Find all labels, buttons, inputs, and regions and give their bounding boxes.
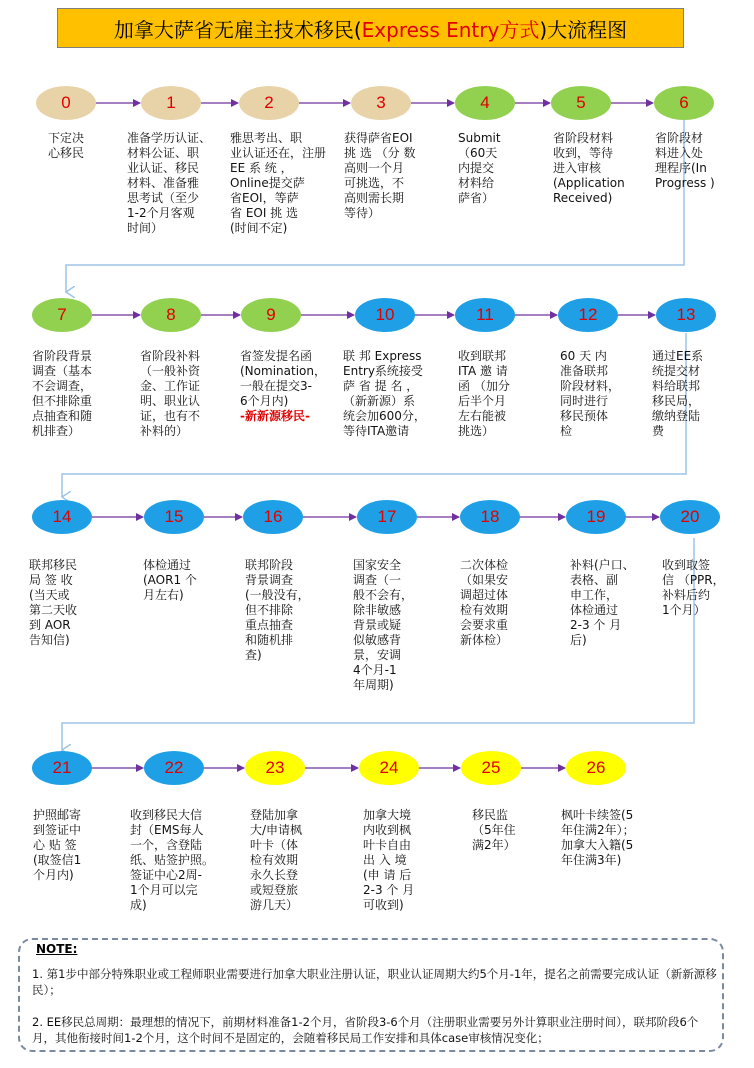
step-3-description <box>344 131 415 221</box>
step-3-text: 获得萨省EOI 挑 选 （分 数 高则一个月 可挑选，不 高则需长期 等待） <box>344 131 416 220</box>
step-22-text: 收到移民大信 封（EMS每人 一个，含登陆 纸、贴签护照。 签证中心2周- 1个月可以完 成) <box>130 808 215 912</box>
step-4-description <box>458 131 501 206</box>
title-prefix: 加拿大萨省无雇主技术移民( <box>113 17 362 42</box>
step-0-node: 0 <box>36 86 96 120</box>
step-7-description <box>32 349 92 439</box>
step-10-description <box>343 349 426 439</box>
step-1-text: 准备学历认证、 材料公证、职 业认证、移民 材料、准备雅 思考试（至少 1-2个月客观 时间） <box>127 131 212 235</box>
step-20-node: 20 <box>660 500 720 534</box>
step-9-highlight-note: -新新源移民- <box>240 409 310 423</box>
step-4-text: Submit （60天 内提交 材料给 萨省） <box>458 131 501 205</box>
step-5-text: 省阶段材料 收到，等待 进入审核 (Application Received) <box>553 131 625 205</box>
step-26-node: 26 <box>566 751 626 785</box>
step-25-text: 移民监 （5年住 满2年） <box>472 808 516 852</box>
title-suffix: )大流程图 <box>539 17 628 42</box>
step-9-description <box>240 349 326 424</box>
step-17-node: 17 <box>357 500 417 534</box>
step-6-text: 省阶段材 料进入处 理程序(In Progress ) <box>655 131 715 190</box>
step-10-text: 联 邦 Express Entry系统接受 萨 省 提 名 ， （新新源）系 统会加600分， 等待ITA邀请 <box>343 349 426 438</box>
step-14-text: 联邦移民 局 签 收 (当天或 第二天收 到 AOR 告知信) <box>29 558 78 647</box>
note-box <box>18 938 724 1052</box>
step-25-node: 25 <box>461 751 521 785</box>
step-19-text: 补料(户口、 表格、副 申工作， 体检通过 2-3 个 月 后) <box>570 558 635 647</box>
step-20-description <box>662 558 725 618</box>
step-0-text: 下定决 心移民 <box>48 131 85 160</box>
step-26-description <box>561 808 635 868</box>
step-6-node: 6 <box>654 86 714 120</box>
step-12-description <box>560 349 620 439</box>
step-2-description <box>230 131 326 236</box>
step-9-node: 9 <box>241 298 301 332</box>
step-2-node: 2 <box>239 86 299 120</box>
step-13-description <box>652 349 703 439</box>
step-9-text: 省签发提名函 (Nomination， 一般在提交3- 6个月内) <box>240 349 326 408</box>
step-11-text: 收到联邦 ITA 邀 请 函 （加分 后半个月 左右能被 挑选） <box>458 349 510 438</box>
step-15-text: 体检通过 (AOR1 个 月左右) <box>143 558 197 602</box>
step-21-node: 21 <box>32 751 92 785</box>
step-24-description <box>363 808 414 913</box>
step-23-node: 23 <box>245 751 305 785</box>
note-paragraph-1: 1. 第1步中部分特殊职业或工程师职业需要进行加拿大职业注册认证，职业认证周期大约5个月-1年，提名之前需要完成认证（新新源移民）； <box>32 967 717 997</box>
step-16-text: 联邦阶段 背景调查 (一般没有， 但不排除 重点抽查 和随机排 查) <box>245 558 310 662</box>
note-title: NOTE: <box>36 942 78 956</box>
step-13-text: 通过EE系 统提交材 料给联邦 移民局， 缴纳登陆 费 <box>652 349 704 438</box>
step-22-description <box>130 808 214 913</box>
step-23-text: 登陆加拿 大/申请枫 叶卡（体 检有效期 永久长登 或短登旅 游几天） <box>250 808 303 912</box>
step-26-text: 枫叶卡续签(5 年住满2年）； 加拿大入籍(5 年住满3年) <box>561 808 635 867</box>
step-22-node: 22 <box>144 751 204 785</box>
step-14-description <box>29 558 77 648</box>
title-highlight: Express Entry方式 <box>361 17 540 42</box>
step-18-description <box>460 558 508 648</box>
step-8-node: 8 <box>141 298 201 332</box>
note-paragraph-2: 2. EE移民总周期：最理想的情况下，前期材料准备1-2个月，省阶段3-6个月（注册职业需要另外计算职业注册时间），联邦阶段6个月，其他衔接时间1-2个月，这个时间不是固定的，会随着移民局工作安排和具体case审核情况变化； <box>32 1015 699 1045</box>
step-7-node: 7 <box>32 298 92 332</box>
step-8-text: 省阶段补料 （一般补资 金、工作证 明、职业认 证，也有不 补料的） <box>140 349 201 438</box>
step-14-node: 14 <box>32 500 92 534</box>
step-7-text: 省阶段背景 调查（基本 不会调查， 但不排除重 点抽查和随 机排查） <box>32 349 93 438</box>
step-6-description <box>655 131 715 191</box>
step-8-description <box>140 349 200 439</box>
step-24-node: 24 <box>359 751 419 785</box>
step-11-node: 11 <box>455 298 515 332</box>
step-18-text: 二次体检 （如果安 调超过体 检有效期 会要求重 新体检） <box>460 558 509 647</box>
step-21-text: 护照邮寄 到签证中 心 贴 签 (取签信1 个月内) <box>33 808 82 882</box>
step-12-node: 12 <box>558 298 618 332</box>
step-3-node: 3 <box>351 86 411 120</box>
step-23-description <box>250 808 302 913</box>
step-12-text: 60 天 内 准备联邦 阶段材料， 同时进行 移民预体 检 <box>560 349 621 438</box>
step-21-description <box>33 808 81 883</box>
step-17-description <box>353 558 413 693</box>
step-10-node: 10 <box>355 298 415 332</box>
step-20-text: 收到取签 信 （PPR， 补料后约 1个月） <box>662 558 725 617</box>
step-16-description <box>245 558 310 663</box>
step-0-description <box>48 131 84 161</box>
step-19-node: 19 <box>566 500 626 534</box>
step-1-node: 1 <box>141 86 201 120</box>
step-5-description <box>553 131 625 206</box>
step-17-text: 国家安全 调查（一 般不会有， 除非敏感 背景或疑 似敏感背 景，安调 4个月-1 年周期) <box>353 558 414 692</box>
step-5-node: 5 <box>551 86 611 120</box>
step-24-text: 加拿大境 内收到枫 叶卡自由 出 入 境 (申 请 后 2-3 个 月 可收到) <box>363 808 415 912</box>
step-4-node: 4 <box>455 86 515 120</box>
step-13-node: 13 <box>656 298 716 332</box>
step-15-node: 15 <box>144 500 204 534</box>
step-15-description <box>143 558 197 603</box>
step-1-description <box>127 131 211 236</box>
step-19-description <box>570 558 635 648</box>
step-11-description <box>458 349 510 439</box>
step-18-node: 18 <box>460 500 520 534</box>
step-25-description <box>472 808 516 853</box>
step-2-text: 雅思考出、职 业认证还在，注册 EE 系 统 ， Online提交萨 省EOI，等萨 省 EOI 挑 选 (时间不定) <box>230 131 327 235</box>
step-16-node: 16 <box>243 500 303 534</box>
